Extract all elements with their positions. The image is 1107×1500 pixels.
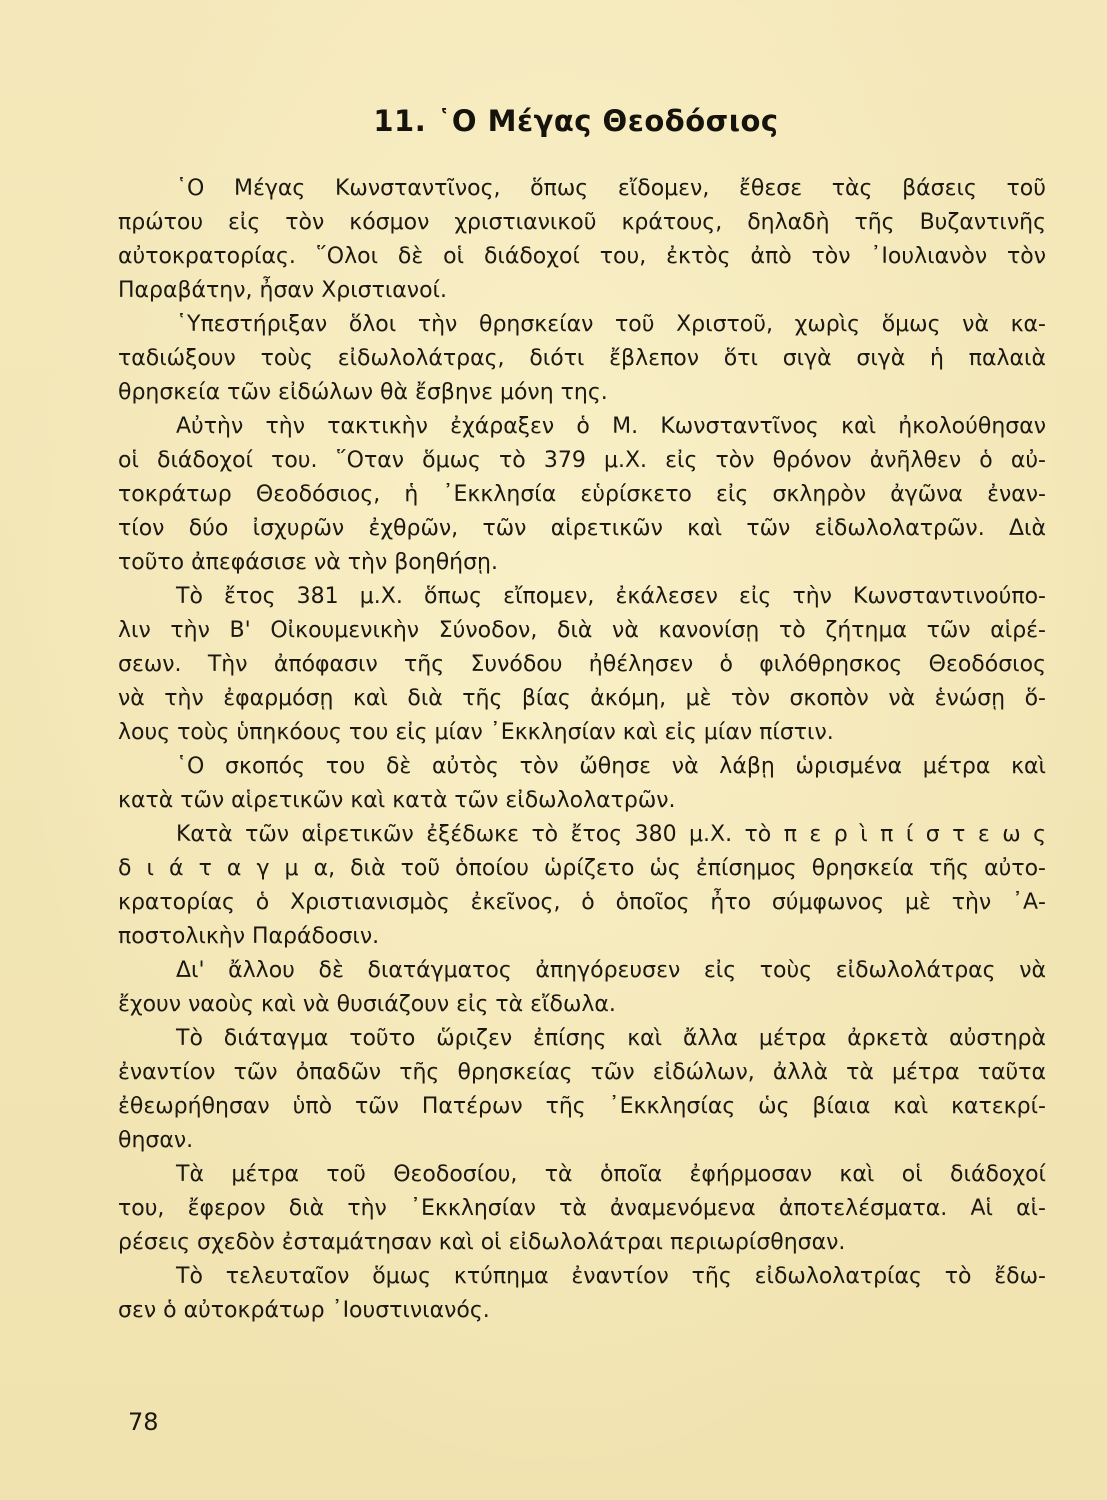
text-line: ταδιώξουν τοὺς εἰδωλολάτρας, διότι ἔβλεπον ὅτι σιγὰ σιγὰ ἡ παλαιὰ: [118, 346, 1046, 371]
text-line: λιν τὴν Β' Οἰκουμενικὴν Σύνοδον, διὰ νὰ κανονίσῃ τὸ ζήτημα τῶν αἱρέ-: [118, 618, 1046, 643]
text-line: οἱ διάδοχοί του. ῞Οταν ὅμως τὸ 379 μ.Χ. εἰς τὸν θρόνον ἀνῆλθεν ὁ αὐ-: [118, 448, 1046, 473]
text-line: Δι' ἄλλου δὲ διατάγματος ἀπηγόρευσεν εἰς τοὺς εἰδωλολάτρας νὰ: [176, 958, 1046, 983]
text-line: ῾Ο σκοπός του δὲ αὐτὸς τὸν ὤθησε νὰ λάβῃ ὡρισμένα μέτρα καὶ: [176, 754, 1046, 779]
text-line: ῾Ο Μέγας Κωνσταντῖνος, ὅπως εἴδομεν, ἔθεσε τὰς βάσεις τοῦ: [176, 176, 1046, 201]
text-line: ἔχουν ναοὺς καὶ νὰ θυσιάζουν εἰς τὰ εἴδωλα.: [118, 992, 616, 1017]
text-line: ῾Υπεστήριξαν ὅλοι τὴν θρησκείαν τοῦ Χριστοῦ, χωρὶς ὅμως νὰ κα-: [176, 312, 1046, 337]
text-line: Τὰ μέτρα τοῦ Θεοδοσίου, τὰ ὁποῖα ἐφήρμοσαν καὶ οἱ διάδοχοί: [176, 1162, 1046, 1187]
text-line: θησαν.: [118, 1128, 194, 1153]
text-line: Κατὰ τῶν αἱρετικῶν ἐξέδωκε τὸ ἔτος 380 μ.Χ. τὸ π ε ρ ὶ π ί σ τ ε ω ς: [176, 822, 1046, 847]
text-line: σεν ὁ αὐτοκράτωρ ᾿Ιουστινιανός.: [118, 1298, 490, 1323]
text-line: κρατορίας ὁ Χριστιανισμὸς ἐκεῖνος, ὁ ὁποῖος ἦτο σύμφωνος μὲ τὴν ᾿Α-: [118, 890, 1046, 915]
text-line: Τὸ ἔτος 381 μ.Χ. ὅπως εἴπομεν, ἐκάλεσεν εἰς τὴν Κωνσταντινούπο-: [176, 584, 1046, 609]
text-line: Παραβάτην, ἦσαν Χριστιανοί.: [118, 278, 447, 303]
text-line: τίον δύο ἰσχυρῶν ἐχθρῶν, τῶν αἱρετικῶν καὶ τῶν εἰδωλολατρῶν. Διὰ: [118, 516, 1046, 541]
text-line: τοκράτωρ Θεοδόσιος, ἡ ᾿Εκκλησία εὑρίσκετο εἰς σκληρὸν ἀγῶνα ἐναν-: [118, 482, 1046, 507]
text-line: λους τοὺς ὑπηκόους του εἰς μίαν ᾿Εκκλησίαν καὶ εἰς μίαν πίστιν.: [118, 720, 834, 745]
text-line: του, ἔφερον διὰ τὴν ᾿Εκκλησίαν τὰ ἀναμενόμενα ἀποτελέσματα. Αἱ αἱ-: [118, 1196, 1046, 1221]
text-line: Τὸ τελευταῖον ὅμως κτύπημα ἐναντίον τῆς εἰδωλολατρίας τὸ ἔδω-: [176, 1264, 1046, 1289]
page-number: 78: [128, 1408, 159, 1436]
text-line: νὰ τὴν ἐφαρμόσῃ καὶ διὰ τῆς βίας ἀκόμη, μὲ τὸν σκοπὸν νὰ ἑνώσῃ ὅ-: [118, 686, 1046, 711]
text-line: ἐναντίον τῶν ὀπαδῶν τῆς θρησκείας τῶν εἰδώλων, ἀλλὰ τὰ μέτρα ταῦτα: [118, 1060, 1046, 1085]
text-line: δ ι ά τ α γ μ α, διὰ τοῦ ὁποίου ὡρίζετο ὡς ἐπίσημος θρησκεία τῆς αὐτο-: [118, 856, 1046, 881]
text-line: τοῦτο ἀπεφάσισε νὰ τὴν βοηθήσῃ.: [118, 550, 498, 575]
text-line: ἐθεωρήθησαν ὑπὸ τῶν Πατέρων τῆς ᾿Εκκλησίας ὡς βίαια καὶ κατεκρί-: [118, 1094, 1046, 1119]
chapter-title: 11. ῾Ο Μέγας Θεοδόσιος: [373, 104, 779, 138]
text-line: σεων. Τὴν ἀπόφασιν τῆς Συνόδου ἠθέλησεν ὁ φιλόθρησκος Θεοδόσιος: [118, 652, 1046, 677]
text-line: Τὸ διάταγμα τοῦτο ὥριζεν ἐπίσης καὶ ἄλλα μέτρα ἀρκετὰ αὐστηρὰ: [176, 1026, 1046, 1051]
text-line: ρέσεις σχεδὸν ἐσταμάτησαν καὶ οἱ εἰδωλολάτραι περιωρίσθησαν.: [118, 1230, 846, 1255]
text-line: κατὰ τῶν αἱρετικῶν καὶ κατὰ τῶν εἰδωλολατρῶν.: [118, 788, 676, 813]
text-line: ποστολικὴν Παράδοσιν.: [118, 924, 380, 949]
body-text: [118, 172, 1046, 1328]
text-line: πρώτου εἰς τὸν κόσμον χριστιανικοῦ κράτους, δηλαδὴ τῆς Βυζαντινῆς: [118, 210, 1046, 235]
text-line: θρησκεία τῶν εἰδώλων θὰ ἔσβηνε μόνη της.: [118, 380, 608, 405]
text-line: Αὐτὴν τὴν τακτικὴν ἐχάραξεν ὁ Μ. Κωνσταντῖνος καὶ ἠκολούθησαν: [176, 414, 1046, 439]
text-line: αὐτοκρατορίας. ῞Ολοι δὲ οἱ διάδοχοί του, ἐκτὸς ἀπὸ τὸν ᾿Ιουλιανὸν τὸν: [118, 244, 1046, 269]
